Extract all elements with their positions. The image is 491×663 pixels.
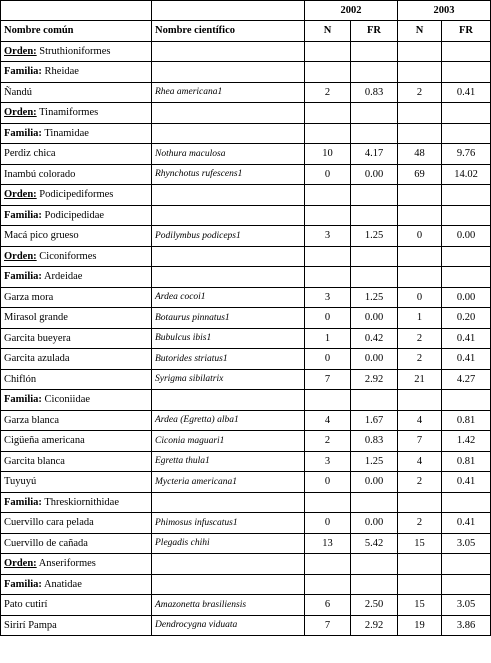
n-2003-cell: 2 — [398, 349, 442, 370]
scientific-name-cell: Egretta thula1 — [152, 451, 305, 472]
scientific-name-cell: Syrigma sibilatrix — [152, 369, 305, 390]
family-name: Tinamidae — [44, 127, 89, 139]
table-body — [1, 41, 491, 636]
fr-2003-cell: 0.00 — [442, 287, 491, 308]
common-name-cell: Ñandú — [1, 82, 152, 103]
fr-2002-cell: 5.42 — [351, 533, 398, 554]
empty-cell — [351, 492, 398, 513]
order-name: Podicipediformes — [39, 189, 114, 201]
scientific-name-cell: Nothura maculosa — [152, 144, 305, 165]
family-row — [1, 492, 491, 513]
common-name-cell: Cigüeña americana — [1, 431, 152, 452]
empty-cell — [442, 103, 491, 124]
scientific-name-cell: Phimosus infuscatus1 — [152, 513, 305, 534]
empty-cell — [398, 123, 442, 144]
order-name: Struthioniformes — [39, 45, 111, 57]
species-row — [1, 431, 491, 452]
fr-2003-header: FR — [442, 21, 491, 42]
species-row — [1, 82, 491, 103]
empty-cell — [398, 185, 442, 206]
empty-cell — [305, 492, 351, 513]
family-name: Ciconiidae — [44, 394, 91, 406]
empty-cell — [152, 185, 305, 206]
n-2002-cell: 0 — [305, 164, 351, 185]
scientific-name-cell: Rhynchotus rufescens1 — [152, 164, 305, 185]
order-name: Anseriformes — [38, 558, 96, 570]
species-row — [1, 226, 491, 247]
header-blank-cell — [152, 1, 305, 21]
fr-2003-cell: 0.20 — [442, 308, 491, 329]
n-2002-cell: 1 — [305, 328, 351, 349]
order-cell — [1, 554, 152, 575]
species-row — [1, 451, 491, 472]
order-name: Tinamiformes — [39, 107, 99, 119]
common-name-header: Nombre común — [1, 21, 152, 42]
family-label: Familia: — [4, 66, 42, 78]
n-2002-cell: 2 — [305, 82, 351, 103]
fr-2002-cell: 0.00 — [351, 164, 398, 185]
family-label: Familia: — [4, 394, 42, 406]
n-2003-cell: 48 — [398, 144, 442, 165]
n-2003-cell: 69 — [398, 164, 442, 185]
n-2003-cell: 15 — [398, 533, 442, 554]
fr-2003-cell: 9.76 — [442, 144, 491, 165]
empty-cell — [442, 574, 491, 595]
n-2003-cell: 7 — [398, 431, 442, 452]
empty-cell — [398, 103, 442, 124]
n-2003-header: N — [398, 21, 442, 42]
order-row — [1, 103, 491, 124]
species-row — [1, 349, 491, 370]
species-row — [1, 144, 491, 165]
empty-cell — [398, 390, 442, 411]
empty-cell — [305, 62, 351, 83]
empty-cell — [351, 103, 398, 124]
n-2002-cell: 7 — [305, 369, 351, 390]
n-2002-cell: 7 — [305, 615, 351, 636]
empty-cell — [152, 390, 305, 411]
family-label: Familia: — [4, 271, 42, 283]
empty-cell — [398, 267, 442, 288]
empty-cell — [442, 267, 491, 288]
family-cell — [1, 123, 152, 144]
n-2002-cell: 3 — [305, 287, 351, 308]
order-label: Orden: — [4, 189, 37, 201]
scientific-name-cell: Botaurus pinnatus1 — [152, 308, 305, 329]
fr-2002-cell: 0.00 — [351, 513, 398, 534]
scientific-name-header: Nombre científico — [152, 21, 305, 42]
empty-cell — [351, 267, 398, 288]
fr-2002-cell: 1.25 — [351, 226, 398, 247]
species-row — [1, 308, 491, 329]
scientific-name-cell: Amazonetta brasiliensis — [152, 595, 305, 616]
order-cell — [1, 246, 152, 267]
empty-cell — [152, 103, 305, 124]
n-2003-cell: 0 — [398, 226, 442, 247]
common-name-cell: Mirasol grande — [1, 308, 152, 329]
n-2003-cell: 2 — [398, 472, 442, 493]
family-cell — [1, 390, 152, 411]
fr-2002-cell: 0.42 — [351, 328, 398, 349]
species-row — [1, 615, 491, 636]
empty-cell — [442, 62, 491, 83]
species-row — [1, 472, 491, 493]
family-label: Familia: — [4, 209, 42, 221]
empty-cell — [305, 103, 351, 124]
family-cell — [1, 574, 152, 595]
n-2003-cell: 1 — [398, 308, 442, 329]
n-2002-cell: 3 — [305, 451, 351, 472]
common-name-cell: Macá pico grueso — [1, 226, 152, 247]
n-2003-cell: 2 — [398, 328, 442, 349]
common-name-cell: Garcita azulada — [1, 349, 152, 370]
species-row — [1, 595, 491, 616]
fr-2003-cell: 3.86 — [442, 615, 491, 636]
empty-cell — [351, 554, 398, 575]
family-cell — [1, 62, 152, 83]
n-2002-cell: 0 — [305, 349, 351, 370]
family-label: Familia: — [4, 496, 42, 508]
fr-2003-cell: 0.41 — [442, 328, 491, 349]
species-row — [1, 328, 491, 349]
n-2002-cell: 3 — [305, 226, 351, 247]
family-name: Anatidae — [43, 578, 82, 590]
n-2003-cell: 2 — [398, 82, 442, 103]
empty-cell — [398, 205, 442, 226]
family-label: Familia: — [4, 127, 42, 139]
order-cell — [1, 103, 152, 124]
n-2003-cell: 4 — [398, 451, 442, 472]
n-2002-cell: 0 — [305, 308, 351, 329]
empty-cell — [398, 554, 442, 575]
common-name-cell: Garcita bueyera — [1, 328, 152, 349]
empty-cell — [351, 185, 398, 206]
scientific-name-cell: Dendrocygna viduata — [152, 615, 305, 636]
fr-2003-cell: 0.41 — [442, 513, 491, 534]
species-row — [1, 287, 491, 308]
species-row — [1, 369, 491, 390]
family-name: Threskiornithidae — [44, 496, 120, 508]
header-blank-cell — [1, 1, 152, 21]
n-2003-cell: 2 — [398, 513, 442, 534]
n-2002-cell: 13 — [305, 533, 351, 554]
fr-2003-cell: 0.41 — [442, 472, 491, 493]
common-name-cell: Cuervillo cara pelada — [1, 513, 152, 534]
fr-2002-cell: 1.25 — [351, 287, 398, 308]
common-name-cell: Tuyuyú — [1, 472, 152, 493]
common-name-cell: Garza blanca — [1, 410, 152, 431]
order-label: Orden: — [4, 250, 37, 262]
scientific-name-cell: Rhea americana1 — [152, 82, 305, 103]
year-2002-header: 2002 — [305, 1, 398, 21]
fr-2002-cell: 0.83 — [351, 82, 398, 103]
species-row — [1, 513, 491, 534]
n-2003-cell: 15 — [398, 595, 442, 616]
empty-cell — [152, 41, 305, 62]
empty-cell — [351, 205, 398, 226]
fr-2003-cell: 3.05 — [442, 533, 491, 554]
fr-2003-cell: 14.02 — [442, 164, 491, 185]
empty-cell — [442, 554, 491, 575]
empty-cell — [152, 62, 305, 83]
empty-cell — [351, 390, 398, 411]
empty-cell — [442, 390, 491, 411]
empty-cell — [442, 205, 491, 226]
family-row — [1, 62, 491, 83]
empty-cell — [398, 574, 442, 595]
n-2003-cell: 21 — [398, 369, 442, 390]
empty-cell — [305, 41, 351, 62]
order-row — [1, 246, 491, 267]
n-2003-cell: 19 — [398, 615, 442, 636]
fr-2002-cell: 4.17 — [351, 144, 398, 165]
empty-cell — [152, 267, 305, 288]
common-name-cell: Cuervillo de cañada — [1, 533, 152, 554]
family-label: Familia: — [4, 578, 42, 590]
empty-cell — [398, 41, 442, 62]
empty-cell — [398, 62, 442, 83]
empty-cell — [442, 185, 491, 206]
order-name: Ciconiformes — [39, 250, 97, 262]
empty-cell — [152, 574, 305, 595]
n-2002-cell: 6 — [305, 595, 351, 616]
order-label: Orden: — [4, 45, 37, 57]
scientific-name-cell: Mycteria americana1 — [152, 472, 305, 493]
fr-2002-cell: 1.25 — [351, 451, 398, 472]
scientific-name-cell: Butorides striatus1 — [152, 349, 305, 370]
order-row — [1, 554, 491, 575]
common-name-cell: Garcita blanca — [1, 451, 152, 472]
scientific-name-cell: Bubulcus ibis1 — [152, 328, 305, 349]
common-name-cell: Perdiz chica — [1, 144, 152, 165]
empty-cell — [305, 554, 351, 575]
fr-2002-cell: 2.92 — [351, 369, 398, 390]
family-name: Podicipedidae — [44, 209, 105, 221]
empty-cell — [442, 123, 491, 144]
fr-2002-header: FR — [351, 21, 398, 42]
empty-cell — [305, 205, 351, 226]
family-row — [1, 267, 491, 288]
family-row — [1, 123, 491, 144]
order-label: Orden: — [4, 107, 37, 119]
species-row — [1, 164, 491, 185]
empty-cell — [305, 574, 351, 595]
empty-cell — [305, 390, 351, 411]
fr-2003-cell: 3.05 — [442, 595, 491, 616]
empty-cell — [305, 185, 351, 206]
fr-2002-cell: 0.00 — [351, 472, 398, 493]
order-row — [1, 41, 491, 62]
family-cell — [1, 492, 152, 513]
fr-2003-cell: 0.00 — [442, 226, 491, 247]
family-row — [1, 205, 491, 226]
fr-2002-cell: 2.50 — [351, 595, 398, 616]
common-name-cell: Sirirí Pampa — [1, 615, 152, 636]
fr-2003-cell: 0.41 — [442, 82, 491, 103]
empty-cell — [351, 246, 398, 267]
n-2003-cell: 0 — [398, 287, 442, 308]
species-row — [1, 533, 491, 554]
empty-cell — [442, 492, 491, 513]
fr-2002-cell: 1.67 — [351, 410, 398, 431]
n-2002-cell: 0 — [305, 472, 351, 493]
family-row — [1, 574, 491, 595]
empty-cell — [152, 123, 305, 144]
empty-cell — [351, 574, 398, 595]
order-cell — [1, 41, 152, 62]
order-cell — [1, 185, 152, 206]
scientific-name-cell: Plegadis chihi — [152, 533, 305, 554]
fr-2002-cell: 0.83 — [351, 431, 398, 452]
order-row — [1, 185, 491, 206]
family-row — [1, 390, 491, 411]
empty-cell — [398, 492, 442, 513]
fr-2003-cell: 0.81 — [442, 451, 491, 472]
n-2003-cell: 4 — [398, 410, 442, 431]
empty-cell — [152, 492, 305, 513]
empty-cell — [442, 246, 491, 267]
fr-2003-cell: 0.41 — [442, 349, 491, 370]
fr-2003-cell: 0.81 — [442, 410, 491, 431]
column-header-row — [1, 21, 491, 42]
empty-cell — [351, 62, 398, 83]
order-label: Orden: — [4, 558, 37, 570]
fr-2003-cell: 1.42 — [442, 431, 491, 452]
empty-cell — [351, 123, 398, 144]
family-cell — [1, 205, 152, 226]
common-name-cell: Chiflón — [1, 369, 152, 390]
empty-cell — [152, 205, 305, 226]
n-2002-header: N — [305, 21, 351, 42]
empty-cell — [305, 123, 351, 144]
fr-2002-cell: 0.00 — [351, 349, 398, 370]
fr-2003-cell: 4.27 — [442, 369, 491, 390]
year-2003-header: 2003 — [398, 1, 491, 21]
empty-cell — [152, 554, 305, 575]
empty-cell — [152, 246, 305, 267]
family-name: Ardeidae — [43, 271, 83, 283]
common-name-cell: Pato cutirí — [1, 595, 152, 616]
empty-cell — [305, 267, 351, 288]
empty-cell — [442, 41, 491, 62]
n-2002-cell: 0 — [305, 513, 351, 534]
empty-cell — [351, 41, 398, 62]
common-name-cell: Inambú colorado — [1, 164, 152, 185]
year-header-row — [1, 1, 491, 21]
scientific-name-cell: Podilymbus podiceps1 — [152, 226, 305, 247]
empty-cell — [398, 246, 442, 267]
fr-2002-cell: 2.92 — [351, 615, 398, 636]
species-row — [1, 410, 491, 431]
empty-cell — [305, 246, 351, 267]
family-name: Rheidae — [44, 66, 79, 78]
scientific-name-cell: Ardea cocoi1 — [152, 287, 305, 308]
family-cell — [1, 267, 152, 288]
fr-2002-cell: 0.00 — [351, 308, 398, 329]
n-2002-cell: 10 — [305, 144, 351, 165]
n-2002-cell: 2 — [305, 431, 351, 452]
scientific-name-cell: Ciconia maguari1 — [152, 431, 305, 452]
common-name-cell: Garza mora — [1, 287, 152, 308]
n-2002-cell: 4 — [305, 410, 351, 431]
scientific-name-cell: Ardea (Egretta) alba1 — [152, 410, 305, 431]
